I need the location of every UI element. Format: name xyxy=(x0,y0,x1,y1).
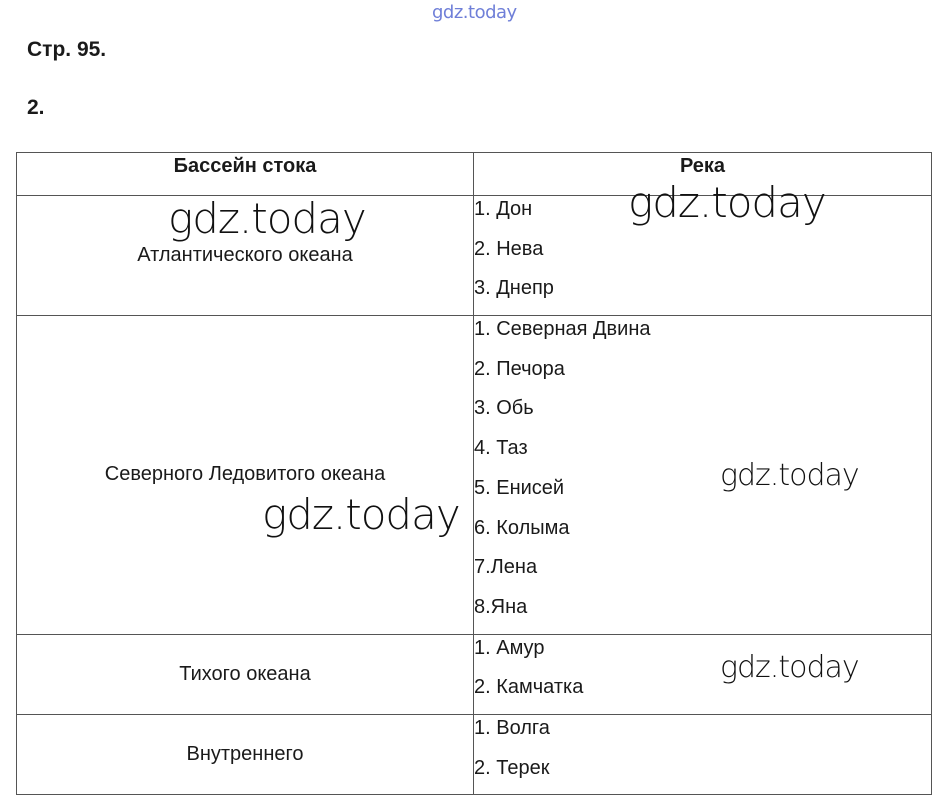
rivers-cell xyxy=(474,316,932,635)
river-item: 7.Лена xyxy=(474,556,538,579)
table-row xyxy=(17,714,932,794)
river-item: 1. Волга xyxy=(474,716,550,739)
river-item: 3. Обь xyxy=(474,397,534,420)
river-item: 6. Колыма xyxy=(474,516,570,539)
rivers-cell xyxy=(474,634,932,714)
header-basin: Бассейн стока xyxy=(17,153,474,196)
river-item: 5. Енисей xyxy=(474,476,565,499)
task-number: 2. xyxy=(27,96,45,119)
watermark: gdz.today xyxy=(168,194,366,243)
river-item: 1. Амур xyxy=(474,636,545,659)
rivers-cell xyxy=(474,714,932,794)
river-item: 2. Печора xyxy=(474,357,565,380)
watermark: gdz.today xyxy=(720,650,859,685)
river-item: 2. Нева xyxy=(474,237,544,260)
basin-cell: Тихого океана xyxy=(17,634,474,714)
watermark: gdz.today xyxy=(628,178,826,227)
basin-cell: Внутреннего xyxy=(17,714,474,794)
river-item: 1. Северная Двина xyxy=(474,318,651,341)
river-item: 2. Камчатка xyxy=(474,676,584,699)
river-item: 2. Терек xyxy=(474,756,550,779)
watermark: gdz.today xyxy=(720,458,859,493)
basin-cell: Атлантического океана xyxy=(17,196,474,316)
page-reference: Стр. 95. xyxy=(27,38,107,61)
river-item: 8.Яна xyxy=(474,595,528,618)
basin-cell: Северного Ледовитого океана xyxy=(17,316,474,635)
river-item: 1. Дон xyxy=(474,198,533,220)
watermark: gdz.today xyxy=(262,490,460,539)
header-river: Река xyxy=(474,153,932,196)
river-item: 3. Днепр xyxy=(474,277,554,300)
top-watermark: gdz.today xyxy=(432,2,517,23)
river-item: 4. Таз xyxy=(474,437,528,460)
